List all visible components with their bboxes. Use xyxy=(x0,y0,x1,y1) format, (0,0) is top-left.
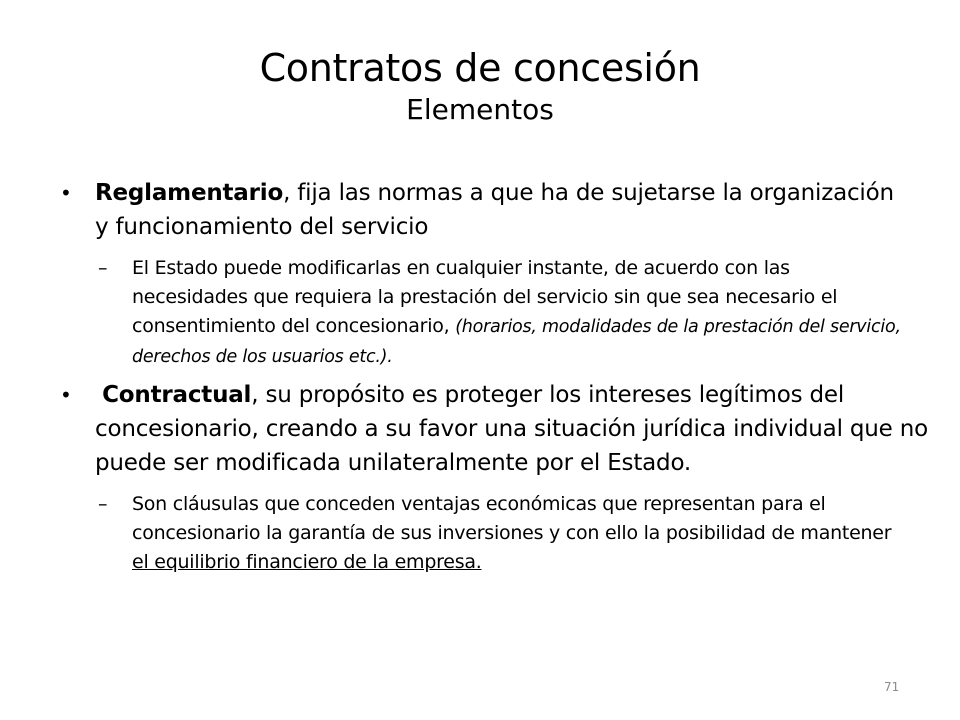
sub-bullet-text: Son cláusulas que conceden ventajas económicas que representan para el concesionario la garantía de sus inversiones y con ello la posibilidad de mantener xyxy=(132,493,892,544)
sub-bullet-italic-note: (horarios, modalidades de la prestación del servicio, derechos de los usuarios etc.). xyxy=(132,317,901,367)
bullet-reglamentario xyxy=(60,176,905,244)
sub-bullet-underlined-text: el equilibrio financiero de la empresa. xyxy=(132,551,482,573)
bullet-text: , fija las normas a que ha de sujetarse la organización y funcionamiento del servicio xyxy=(95,180,894,240)
title-block xyxy=(0,44,960,128)
sub-bullet-text: El Estado puede modificarlas en cualquier instante, de acuerdo con las necesidades que requiera la prestación del servicio sin que sea necesario el consentimiento del concesionario, xyxy=(132,257,838,337)
bullet-dot: • xyxy=(60,383,72,407)
bullet-label: Contractual xyxy=(102,382,252,408)
sub-bullet-dash: – xyxy=(98,493,108,515)
page-number: 71 xyxy=(884,680,900,694)
bullet-dot: • xyxy=(60,181,72,205)
bullet-contractual xyxy=(60,378,940,480)
slide-subtitle: Elementos xyxy=(406,93,554,126)
bullet-text: , su propósito es proteger los intereses legítimos del concesionario, creando a su favor una situación jurídica individual que no puede ser modificada unilateralmente por el Estado. xyxy=(95,382,928,476)
sub-bullet-clausulas xyxy=(98,490,907,577)
sub-bullet-dash: – xyxy=(98,257,108,279)
content-body xyxy=(60,176,940,577)
bullet-label: Reglamentario xyxy=(95,180,284,206)
sub-bullet-estado xyxy=(98,254,907,372)
slide-title: Contratos de concesión xyxy=(259,46,701,90)
